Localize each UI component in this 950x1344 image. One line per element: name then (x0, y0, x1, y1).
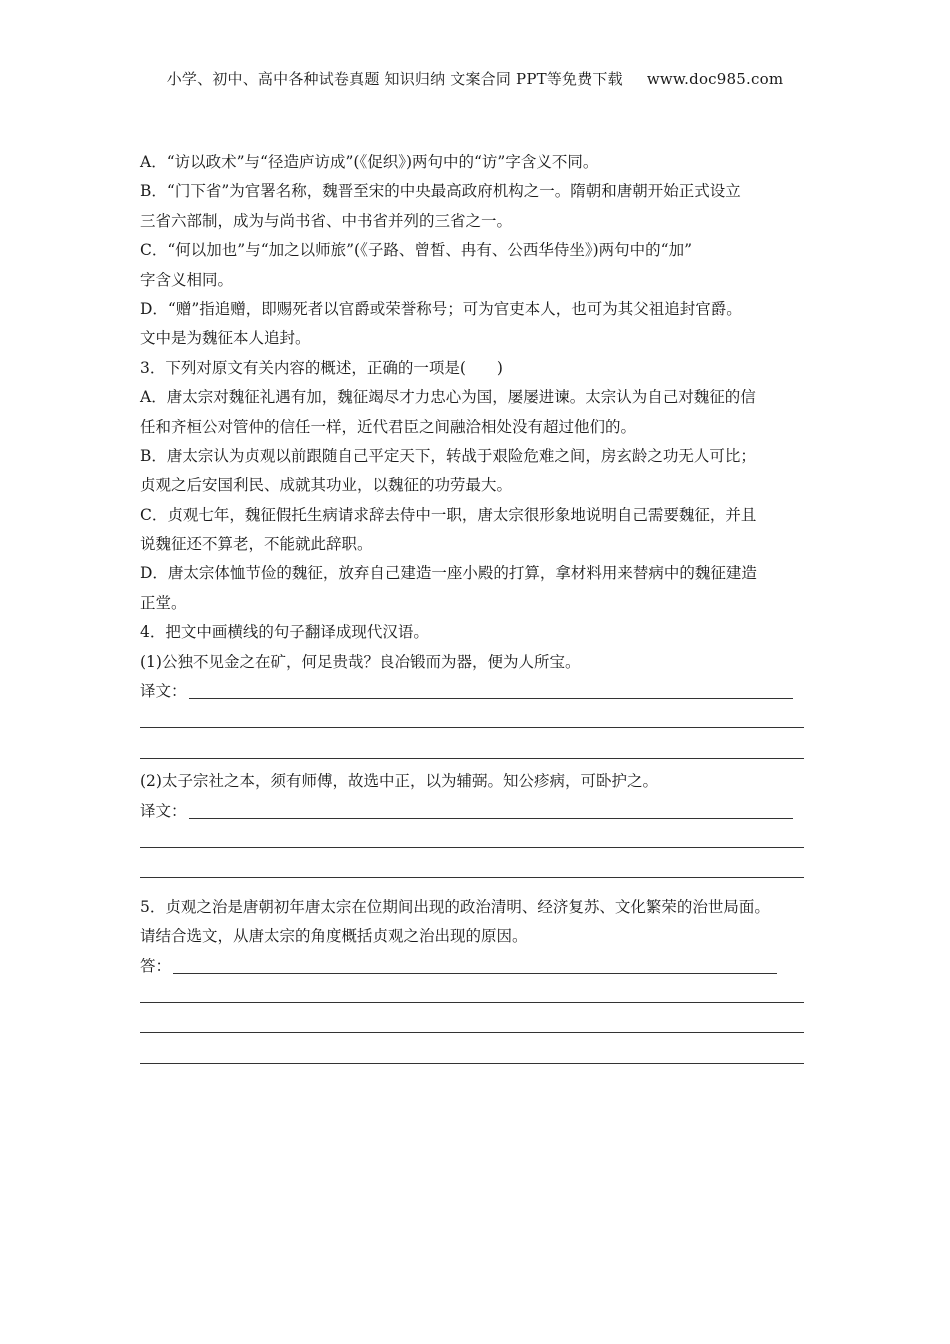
q4-1-answer-rule-2[interactable] (140, 706, 804, 728)
q4-1-answer-line[interactable] (140, 677, 812, 706)
q3-option-b-line1: B．唐太宗认为贞观以前跟随自己平定天下，转战于艰险危难之间，房玄龄之功无人可比； (140, 446, 756, 465)
q4-2-answer-label: 译文： (140, 801, 187, 820)
header-text: 小学、初中、高中各种试卷真题 知识归纳 文案合同 PPT等免费下载 (166, 70, 623, 88)
q5-answer-line[interactable] (140, 952, 812, 981)
q5-answer-rule-2[interactable] (140, 981, 804, 1003)
q3-option-b-line2: 贞观之后安国利民、成就其功业，以魏征的功劳最大。 (140, 476, 513, 495)
q3-option-c-line1: C．贞观七年，魏征假托生病请求辞去侍中一职，唐太宗很形象地说明自己需要魏征，并且 (140, 505, 757, 524)
q3-option-d-line1: D．唐太宗体恤节俭的魏征，放弃自己建造一座小殿的打算，拿材料用来替病中的魏征建造 (140, 564, 757, 583)
q3-option-c-line2: 说魏征还不算老，不能就此辞职。 (140, 535, 373, 554)
q4-sentence-1: (1)公独不见金之在矿，何足贵哉？良冶锻而为器，便为人所宝。 (140, 652, 581, 671)
q5-stem-line1: 5．贞观之治是唐朝初年唐太宗在位期间出现的政治清明、经济复苏、文化繁荣的治世局面。 (140, 897, 770, 916)
q2-option-a: A．“访以政术”与“径造庐访成”(《促织》)两句中的“访”字含义不同。 (140, 153, 599, 171)
q4-1-answer-rule-3[interactable] (140, 737, 804, 759)
q2-option-c-line1: C．“何以加也”与“加之以师旅”(《子路、曾皙、冉有、公西华侍坐》)两句中的“加” (140, 241, 693, 260)
q4-sentence-2: (2)太子宗社之本，须有师傅，故选中正，以为辅弼。知公疹病，可卧护之。 (140, 772, 658, 791)
q2-option-d-line2: 文中是为魏征本人追封。 (140, 329, 311, 348)
q4-2-answer-rule-3[interactable] (140, 856, 804, 878)
q5-answer-rule-4[interactable] (140, 1042, 804, 1064)
header-site: www.doc985.com (646, 70, 784, 88)
q2-option-b-line1: B．“门下省”为官署名称，魏晋至宋的中央最高政府机构之一。隋朝和唐朝开始正式设立 (140, 182, 741, 201)
q4-stem: 4．把文中画横线的句子翻译成现代汉语。 (140, 623, 429, 642)
page-header (0, 68, 950, 89)
document-body (140, 148, 812, 1072)
q5-stem-line2: 请结合选文，从唐太宗的角度概括贞观之治出现的原因。 (140, 927, 528, 946)
q5-answer-label: 答： (140, 956, 172, 975)
q2-option-b-line2: 三省六部制，成为与尚书省、中书省并列的三省之一。 (140, 211, 513, 230)
q3-option-d-line2: 正堂。 (140, 593, 187, 612)
q4-1-answer-label: 译文： (140, 682, 187, 701)
q2-option-c-line2: 字含义相同。 (140, 270, 234, 289)
q5-answer-blank[interactable] (173, 953, 777, 974)
q5-answer-rule-3[interactable] (140, 1011, 804, 1033)
q4-1-answer-blank[interactable] (189, 678, 793, 699)
q3-option-a-line2: 任和齐桓公对管仲的信任一样，近代君臣之间融洽相处没有超过他们的。 (140, 417, 637, 436)
q4-2-answer-blank[interactable] (189, 798, 793, 819)
q3-stem: 3．下列对原文有关内容的概述，正确的一项是( ) (140, 358, 503, 377)
q3-option-a-line1: A．唐太宗对魏征礼遇有加，魏征竭尽才力忠心为国，屡屡进谏。太宗认为自己对魏征的信 (140, 388, 756, 407)
q2-option-d-line1: D．“赠”指追赠，即赐死者以官爵或荣誉称号；可为官吏本人，也可为其父祖追封官爵。 (140, 299, 742, 318)
q4-2-answer-line[interactable] (140, 797, 812, 826)
q4-2-answer-rule-2[interactable] (140, 826, 804, 848)
